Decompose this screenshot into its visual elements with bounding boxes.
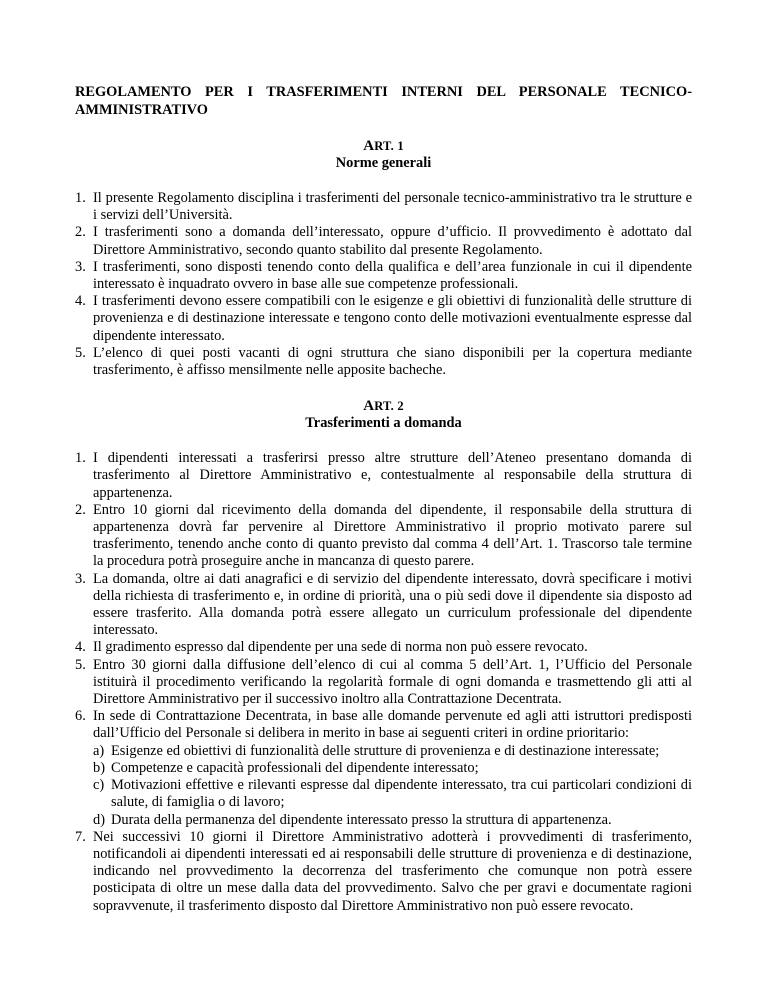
item-text: Il presente Regolamento disciplina i trasferimenti del personale tecnico-amministrativo tra le strutture e i servizi dell’Università. [93,190,692,224]
list-item [75,708,692,828]
criteria-list [93,743,692,829]
list-item [75,345,692,379]
item-text: La domanda, oltre ai dati anagrafici e di servizio del dipendente interessato, dovrà specificare i motivi della richiesta di trasferimento e, in ordine di priorità, una o più sedi dove il dipendente sia disposto ad essere trasferito. Alla domanda potrà essere allegato un curriculum professionale del dipendente interessato. [93,570,692,639]
list-item [75,450,692,502]
item-text: Entro 30 giorni dalla diffusione dell’elenco di cui al comma 5 dell’Art. 1, l’Ufficio del Personale istituirà il procedimento verificando la regolarità formale di ogni domanda e trasmettendo gli atti al Direttore Amministrativo per il successivo inoltro alla Contrattazione Decentrata. [93,656,692,708]
article-2-list [75,450,692,914]
list-item [75,259,692,293]
article-2-label-initial: A [363,398,375,415]
criteria-letter: c) [93,777,105,794]
item-number: 5. [75,656,86,673]
item-number: 4. [75,639,86,656]
item-text: In sede di Contrattazione Decentrata, in base alle domande pervenute ed agli atti istruttori predisposti dall’Ufficio del Personale si delibera in merito in base ai seguenti criteri in ordine prioritario: [93,708,692,742]
item-text: Nei successivi 10 giorni il Direttore Amministrativo adotterà i provvedimenti di trasferimento, notificandoli ai dipendenti interessati ed ai responsabili delle strutture di provenienza e di destinazione, indicando nel provvedimento la decorrenza del trasferimento che comunque non potrà essere posticipata di oltre un mese dalla data del provvedimento. Salvo che per gravi e documentate ragioni sopravvenute, il trasferimento disposto dal Direttore Amministrativo non può essere revocato. [93,828,692,914]
item-text: Il gradimento espresso dal dipendente per una sede di norma non può essere revocato. [93,639,588,656]
criteria-item [93,777,692,811]
item-text: L’elenco di quei posti vacanti di ogni struttura che siano disponibili per la copertura mediante trasferimento, è affisso mensilmente nelle apposite bacheche. [93,344,692,379]
article-1-label-rest: RT. 1 [374,139,404,153]
item-number: 3. [75,570,86,587]
list-item [75,190,692,224]
article-2-label-rest: RT. 2 [374,399,404,414]
criteria-letter: a) [93,742,105,759]
article-2-subtitle: Trasferimenti a domanda [305,415,462,432]
item-text: I trasferimenti sono a domanda dell’interessato, oppure d’ufficio. Il provvedimento è adottato dal Direttore Amministrativo, secondo quanto stabilito dal presente Regolamento. [93,224,692,258]
article-1-heading [75,138,692,172]
item-text: Entro 10 giorni dal ricevimento della domanda del dipendente, il responsabile della struttura di appartenenza dovrà far pervenire al Direttore Amministrativo il proprio motivato parere sul trasferimento, tenendo anche conto di quanto previsto dal comma 4 dell’Art. 1. Trascorso tale termine la procedura potrà proseguire anche in mancanza di questo parere. [93,501,692,570]
article-2-heading [75,398,692,432]
criteria-text: Esigenze ed obiettivi di funzionalità delle strutture di provenienza e di destinazione interessate; [111,742,660,759]
document-title: REGOLAMENTO PER I TRASFERIMENTI INTERNI DEL PERSONALE TECNICO-AMMINISTRATIVO [75,84,692,118]
list-item [75,502,692,571]
article-1-list [75,190,692,379]
article-2-label [75,398,692,415]
item-number: 2. [75,501,86,518]
list-item [75,829,692,915]
item-text: I dipendenti interessati a trasferirsi presso altre strutture dell’Ateneo presentano domanda di trasferimento al Direttore Amministrativo e, contestualmente al responsabile della struttura di appartenenza. [93,450,692,501]
item-number: 1. [75,450,86,467]
criteria-text: Competenze e capacità professionali del dipendente interessato; [111,759,479,776]
article-1-label [75,138,692,155]
criteria-item [93,812,692,829]
item-number: 4. [75,293,86,310]
item-number: 2. [75,224,86,241]
item-number: 3. [75,258,86,275]
criteria-letter: d) [93,811,105,828]
list-item [75,293,692,345]
item-number: 7. [75,828,86,845]
article-1-label-initial: A [363,138,375,154]
criteria-text: Motivazioni effettive e rilevanti espresse dal dipendente interessato, tra cui particolari condizioni di salute, di famiglia o di lavoro; [111,777,692,811]
item-number: 5. [75,344,86,361]
list-item [75,224,692,258]
list-item [75,571,692,640]
criteria-text: Durata della permanenza del dipendente interessato presso la struttura di appartenenza. [111,811,612,828]
list-item [75,657,692,709]
item-text: I trasferimenti devono essere compatibili con le esigenze e gli obiettivi di funzionalità delle strutture di provenienza e di destinazione interessate e tengono conto delle motivazioni eventualmente espresse dal dipendente interessato. [93,293,692,344]
criteria-item [93,760,692,777]
article-1-subtitle: Norme generali [335,155,432,171]
item-number: 6. [75,708,86,725]
criteria-item [93,743,692,760]
item-number: 1. [75,190,86,206]
criteria-letter: b) [93,759,105,776]
list-item [75,639,692,656]
item-text: I trasferimenti, sono disposti tenendo conto della qualifica e dell’area funzionale in cui il dipendente interessato è inquadrato ovvero in base alle sue competenze professionali. [93,258,692,293]
